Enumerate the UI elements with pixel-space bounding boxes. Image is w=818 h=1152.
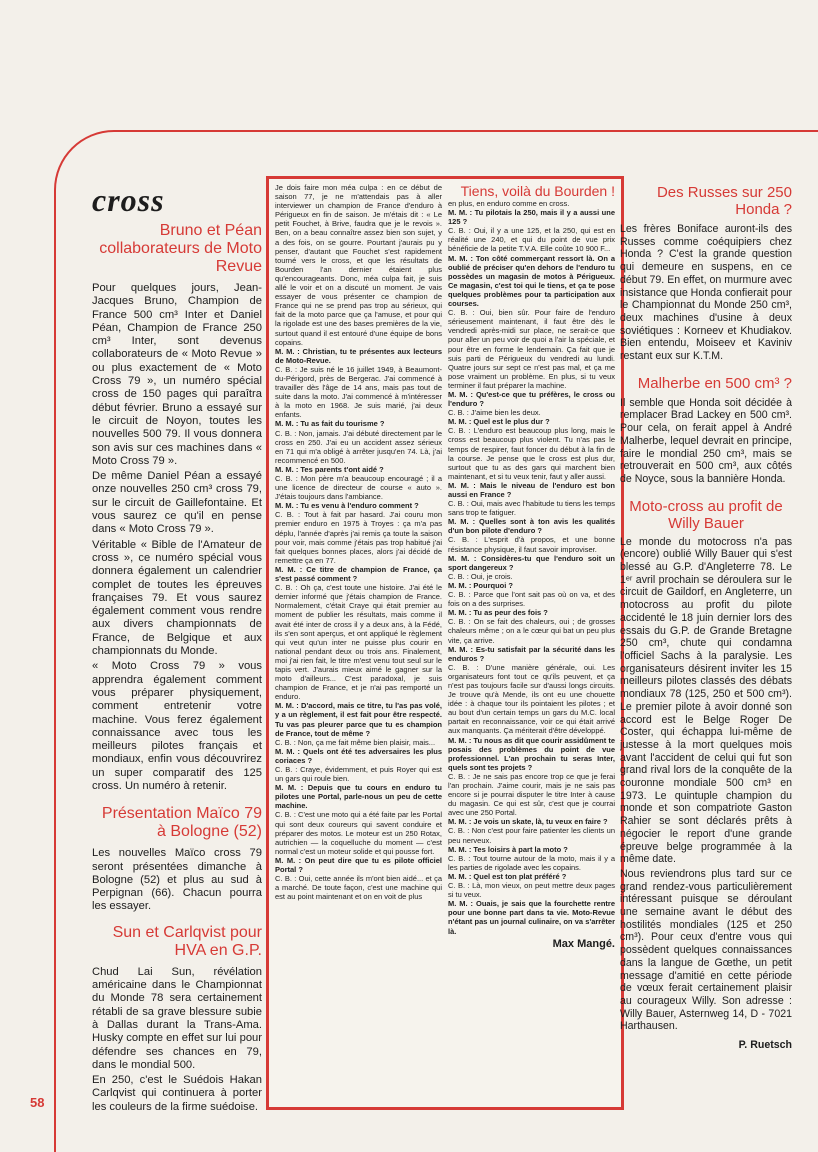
interview-paragraph: C. B. : Oui, cette année ils m'ont bien aidé... et ça a marché. De toute façon, c'est une machine qui est au point maintenant et on en voit de plus (275, 874, 442, 902)
article-body: Chud Lai Sun, révélation américaine dans le Championnat du Monde 78 sera certainement rétabli de sa grave blessure subie à Dallas durant la Trans-Ama. Husky compte en effet sur lui pour défendre ses chances en 79, dans le mondial 500. (92, 965, 262, 1071)
interview-paragraph: en plus, en enduro comme en cross. (448, 199, 570, 208)
interview-title: Tiens, voilà du Bourden ! (460, 183, 615, 199)
interview-paragraph: C. B. : Je ne sais pas encore trop ce que je ferai l'an prochain. J'aime courir, mais je ne sais pas encore si je pourrai disputer le titre Inter à cause du magasin. Ce qui est sûr, c'est que je courrai avec une 250 Portal. (448, 771, 615, 818)
interview-paragraph: M. M. : Quelles sont à ton avis les qualités d'un bon pilote d'enduro ? (448, 517, 615, 536)
article-body: Il semble que Honda soit décidée à remplacer Brad Lackey en 500 cm³. Pour cela, on ferait appel à André Malherbe, lequel devrait en principe, faire le mondial 250 cm³, mais se retrouverait en 500 cm³, aux côtés de Noyce, sous la bannière Honda. (620, 396, 792, 485)
interview-paragraph: C. B. : Oui, je crois. (448, 571, 513, 581)
interview-paragraph: M. M. : Tu es venu à l'enduro comment ? (275, 501, 419, 511)
interview-paragraph: M. M. : Ton côté commerçant ressort là. On a oublié de préciser qu'en dehors de l'enduro tu possèdes un magasin de motos à Périgueux. Ce magasin, c'est toi qui le tiens, et ça te pose quelques problèmes pour ta participation aux courses. (448, 253, 615, 309)
interview-paragraph: C. B. : Non, jamais. J'ai débuté directement par le cross en 250. J'ai eu un accident assez sérieux en 71 qui m'a obligé à arrêter jusqu'en 74. Là, j'ai recommencé en 500. (275, 428, 442, 465)
article-body: Les frères Boniface auront-ils des Russes comme coéquipiers chez Honda ? C'est la grande question qui demeure en suspens, en ce début 79. En effet, on murmure avec insistance que Honda confierait pour le Championnat du Monde 250 cm³, deux machines d'usine à deux soviétiques : Korneev et Khudiakov. Bien entendu, Moiseev et Kaviniv restant eux sur K.T.M. (620, 223, 792, 363)
interview-paragraph: M. M. : Mais le niveau de l'enduro est bon aussi en France ? (448, 480, 615, 499)
interview-paragraph: C. B. : Non, ça me fait même bien plaisir, mais... (275, 737, 436, 747)
headline-russes-honda: Des Russes sur 250 Honda ? (656, 184, 792, 218)
author-signature: Max Mangé. (552, 937, 615, 950)
interview-paragraph: M. M. : Tu nous as dit que courir assidûment te posais des problèmes du point de vue professionnel. L'an prochain tu seras Inter, quels sont tes projets ? (448, 735, 615, 772)
interview-paragraph: M. M. : Tu as peur des fois ? (448, 608, 548, 618)
interview-paragraph: M. M. : Tu pilotais la 250, mais il y a aussi une 125 ? (448, 208, 615, 227)
interview-paragraph: M. M. : Qu'est-ce que tu préfères, le cross ou l'enduro ? (448, 389, 615, 409)
section-title: cross (92, 182, 165, 218)
interview-paragraph: C. B. : Oui, mais avec l'habitude tu tiens les temps sans trop te fatiguer. (448, 499, 615, 518)
interview-paragraph: M. M. : Je vois un skate, là, tu veux en faire ? (448, 817, 608, 827)
interview-paragraph: C. B. : Je suis né le 16 juillet 1949, à Beaumont-du-Périgord, près de Bergerac. J'ai commencé à travailler dès l'âge de 14 ans, mais pas tout de suite dans la moto. J'ai commencé à m'intéresser à la moto en 1968. Je suis marié, j'ai deux enfants. (275, 364, 442, 420)
page-number: 58 (30, 1095, 45, 1110)
interview-paragraph: C. B. : Mon père m'a beaucoup encouragé ; il a une licence de directeur de course « auto ». J'étais toujours dans l'ambiance. (275, 474, 442, 502)
interview-paragraph: M. M. : On peut dire que tu es pilote officiel Portal ? (275, 855, 442, 875)
interview-paragraph: C. B. : Non c'est pour faire patienter les clients un peu nerveux. (448, 826, 615, 845)
interview-box (266, 176, 624, 1110)
left-column (92, 176, 262, 1111)
interview-paragraph: M. M. : D'accord, mais ce titre, tu l'as pas volé, y a un règlement, il est fait pour être respecté. Tu vas pas pleurer parce que tu es champion de France, tout de même ? (275, 701, 442, 738)
interview-column-1 (275, 183, 442, 1083)
interview-paragraph: C. B. : L'enduro est beaucoup plus long, mais le cross est beaucoup plus violent. Tu n'as pas le temps de respirer, faut foncer du début à la fin de la course. Je pense que le cross est plus dur, surtout que tu as des gars qui marchent bien maintenant, et si tu veux tenir, faut y aller aussi. (448, 426, 615, 481)
interview-paragraph: C. B. : Là, mon vieux, on peut mettre deux pages si tu veux. (448, 881, 615, 900)
interview-paragraph: C. B. : Craye, évidemment, et puis Royer qui est un gars qui roule bien. (275, 765, 442, 784)
headline-malherbe: Malherbe en 500 cm³ ? (637, 374, 792, 392)
interview-paragraph: C. B. : J'aime bien les deux. (448, 408, 541, 418)
interview-paragraph: M. M. : Tes parents t'ont aidé ? (275, 464, 384, 474)
article-body: En 250, c'est le Suédois Hakan Carlqvist qui continuera à porter les couleurs de la firme suédoise. (92, 1074, 262, 1111)
article-body: Pour quelques jours, Jean-Jacques Bruno, Champion de France 500 cm³ Inter et Daniel Péan, Champion de France 250 cm³ Inter, sont devenus collaborateurs de « Moto Revue » ou plus exactement de « Moto Cross 79 », un numéro spécial cross de 150 pages qui paraîtra début février. Bruno a essayé sur le circuit de Noyon, toutes les nouvelles 500 79. Il vous donnera son avis sur ces machines dans « Moto Cross 79 ». (92, 282, 262, 467)
interview-paragraph: C. B. : On se fait des chaleurs, oui ; de grosses chaleurs même ; on a le cœur qui bat un peu plus vite, ça arrive. (448, 617, 615, 645)
headline-maico: Présentation Maïco 79 à Bologne (52) (101, 805, 262, 841)
article-body: De même Daniel Péan a essayé onze nouvelles 250 cm³ cross 79, sur le circuit de Gaillefontaine. Et vous saurez ce qu'il en pense dans « Moto Cross 79 ». (92, 470, 262, 536)
article-body: Les nouvelles Maïco cross 79 seront présentées dimanche à Bologne (52) et plus au sud à Perpignan (66). Chacun pourra les essayer. (92, 847, 262, 913)
interview-paragraph: C. B. : L'esprit d'à propos, et une bonne résistance physique, il faut savoir improviser. (448, 535, 615, 554)
interview-paragraph: C. B. : Oui, il y a une 125, et la 250, qui est en réalité une 240, et qui du point de vue prix bénéficie de la petite T.V.A. Elle coûte 10 900 F... (448, 226, 615, 254)
interview-paragraph: M. M. : Quel est le plus dur ? (448, 417, 550, 427)
interview-paragraph: M. M. : Depuis que tu cours en enduro tu pilotes une Portal, parle-nous un peu de cette machine. (275, 783, 442, 811)
interview-paragraph: M. M. : Ouais, je sais que la fourchette rentre pour une bonne part dans ta vie. Moto-Revue n'étant pas un journal culinaire, on va s'arrêter là. (448, 899, 615, 936)
headline-willy-bauer: Moto-cross au profit de Willy Bauer (629, 497, 783, 532)
article-body: Véritable « Bible de l'Amateur de cross », ce numéro spécial vous donnera également un calendrier complet de toutes les épreuves françaises 79. Et vous saurez également comment vous rendre aux divers championnats de France, de Belgique et aux championnats du Monde. (92, 538, 262, 658)
interview-paragraph: C. B. : Tout tourne autour de la moto, mais il y a les parties de rigolade avec les copains. (448, 853, 615, 872)
interview-paragraph: M. M. : Pourquoi ? (448, 580, 513, 590)
interview-paragraph: M. M. : Tes loisirs à part la moto ? (448, 844, 568, 854)
article-body: Le monde du motocross n'a pas (encore) oublié Willy Bauer qui s'est blessé au G.P. d'Angleterre 78. Le 1ᵉʳ avril prochain se déroulera sur le circuit de Gaildorf, en Angleterre, un motocross au profit du pilote accidenté le 18 juin dernier lors des essais du G.P. de Grande Bretagne 250 cm³, chute qui condamna l'officiel Sachs à la paralysie. Les organisateurs désirent inviter les 15 meilleurs pilotes classés des débats mondiaux 78 (125, 250 et 500 cm³). Le premier pilote à avoir donné son accord est le Belge Roger De Coster, qui échappa lui-même de justesse à la mort quelques mois avant l'accident de celui qui fut son grand rival lors de la conquête de la couronne mondiale 500 cm³ en 1973. Le quintuple champion du monde et son compatriote Gaston Rahier se sont déclarés prêts à négocier le report d'une grande épreuve belge programmée à la même date. (620, 535, 792, 866)
headline-sun-carlqvist: Sun et Carlqvist pour HVA en G.P. (112, 923, 262, 959)
interview-paragraph: C. B. : Oh ça, c'est toute une histoire. J'ai été le dernier informé que j'étais champion de France. Normalement, c'était Craye qui était premier au moment de publier les résultats, mais comme il avait été inter de cross il y a deux ans, à la Fédé, ils s'en sont aperçus, et ont appliqué le règlement qui veut qu'un inter ne puisse plus courir en national pendant deux ou trois ans. Finalement, moi j'ai rien fait, le titre m'est venu tout seul sur le tapis vert. J'aurais mieux aimé le gagner sur la moto d'ailleurs... C'est paradoxal, je suis champion de France, et je n'ai pas remporté un enduro. (275, 583, 442, 702)
interview-paragraph: M. M. : Ce titre de champion de France, ça s'est passé comment ? (275, 564, 442, 584)
interview-paragraph: C. B. : D'une manière générale, oui. Les organisateurs font tout ce qu'ils peuvent, et ça n'est pas toujours facile sur d'aussi longs circuits. Je trouve qu'à Mende, ils ont eu une chouette idée : à chaque tour ils pointaient les pilotes ; et au bout d'un certain temps un gars du M.C. local partait en reconnaissance, voir ce qui était arrivé aux manquants. Ça mériterait d'être développé. (448, 662, 615, 736)
article-body: Nous reviendrons plus tard sur ce grand rendez-vous particulièrement intéressant puisque se déroulant une semaine avant le début des hostilités mondiales (125 et 250 cm³). Pour ceux d'entre vous qui possèdent quelques connaissances dans la langue de Gœthe, un petit message d'amitié en cette période de vœux ferait certainement plaisir au courageux Willy. Son adresse : Willy Bauer, Asternweg 14, D - 7021 Harthausen. (620, 867, 792, 1033)
interview-paragraph: M. M. : Considères-tu que l'enduro soit un sport dangereux ? (448, 553, 615, 572)
interview-paragraph: M. M. : Quel est ton plat préféré ? (448, 871, 567, 881)
interview-paragraph: M. M. : Christian, tu te présentes aux lecteurs de Moto-Revue. (275, 346, 442, 365)
author-signature: P. Ruetsch (738, 1039, 792, 1052)
right-column (620, 180, 792, 1115)
interview-paragraph: M. M. : Es-tu satisfait par la sécurité dans les enduros ? (448, 644, 615, 663)
interview-paragraph: C. B. : Oui, bien sûr. Pour faire de l'enduro sérieusement maintenant, il faut être dès le vendredi après-midi sur place, ne serait-ce que pour aller un peu voir de quoi a l'air la spéciale, et pour être en forme le lendemain. Ça fait que je suis parti de Périgueux du vendredi au lundi. Quatre jours sur sept ce n'est pas mal, et ça me pose vraiment un problème. En plus, si tu veux terminer il faut préparer la machine. (448, 308, 615, 390)
interview-paragraph: C. B. : Parce que l'ont sait pas où on va, et des fois on a des surprises. (448, 590, 615, 609)
interview-paragraph: M. M. : Tu as fait du tourisme ? (275, 419, 385, 429)
interview-column-2 (448, 183, 615, 1083)
headline-bruno-pean: Bruno et Péan collaborateurs de Moto Revue (99, 222, 262, 275)
interview-paragraph: M. M. : Quels ont été tes adversaires les plus coriaces ? (275, 746, 442, 765)
interview-paragraph: C. B. : Tout à fait par hasard. J'ai couru mon premier enduro en 1975 à Troyes : ça m'a pas déplu, l'année d'après j'ai remis ça toute la saison pour voir, mais comme j'étais pas trop habitué j'ai fait quelques bonnes places, alors j'ai décidé de remettre ça en 77. (275, 510, 442, 565)
article-body: « Moto Cross 79 » vous apprendra également comment vous préparer physiquement, comment entretenir votre machine. Vous ferez également connaissance avec tous les meilleurs pilotes français et mondiaux, enfin vous découvrirez un super comparatif des 125 cross. Un numéro à retenir. (92, 660, 262, 792)
interview-paragraph: Je dois faire mon méa culpa : en ce début de saison 77, je ne m'attendais pas à aller interviewer un champion de France d'enduro à Périgueux en fin de saison. Je m'étais dit : « Le petit Fouchet, à Brive, faudra que je le revois ». Ben, on a beau connaître assez bien son sujet, y a des fois, on se gourre. Pourtant j'aurais pu y penser, d'autant que Fouchet s'est rapidement tourné vers le cross, et que les résultats de Bourden l'an dernier étaient plus qu'encourageants. Donc, méa culpa fait, je suis allé le voir et on a discuté un moment. Je vais essayer de vous présenter ce champion de France qui ne se prend pas trop au sérieux, qui fait de la moto parce que ça l'amuse, et pour qui la rigolade est une des bases premières de la vie, surtout quand il est entouré d'une équipe de bons copains. (275, 183, 442, 347)
interview-paragraph: C. B. : C'est une moto qui a été faite par les Portal qui sont deux coureurs qui savent conduire et préparer des motos. Le moteur est un 250 Rotax, autrichien — la coquelluche du moment — c'est normal c'est un moteur solide et qui pousse fort. (275, 810, 442, 856)
